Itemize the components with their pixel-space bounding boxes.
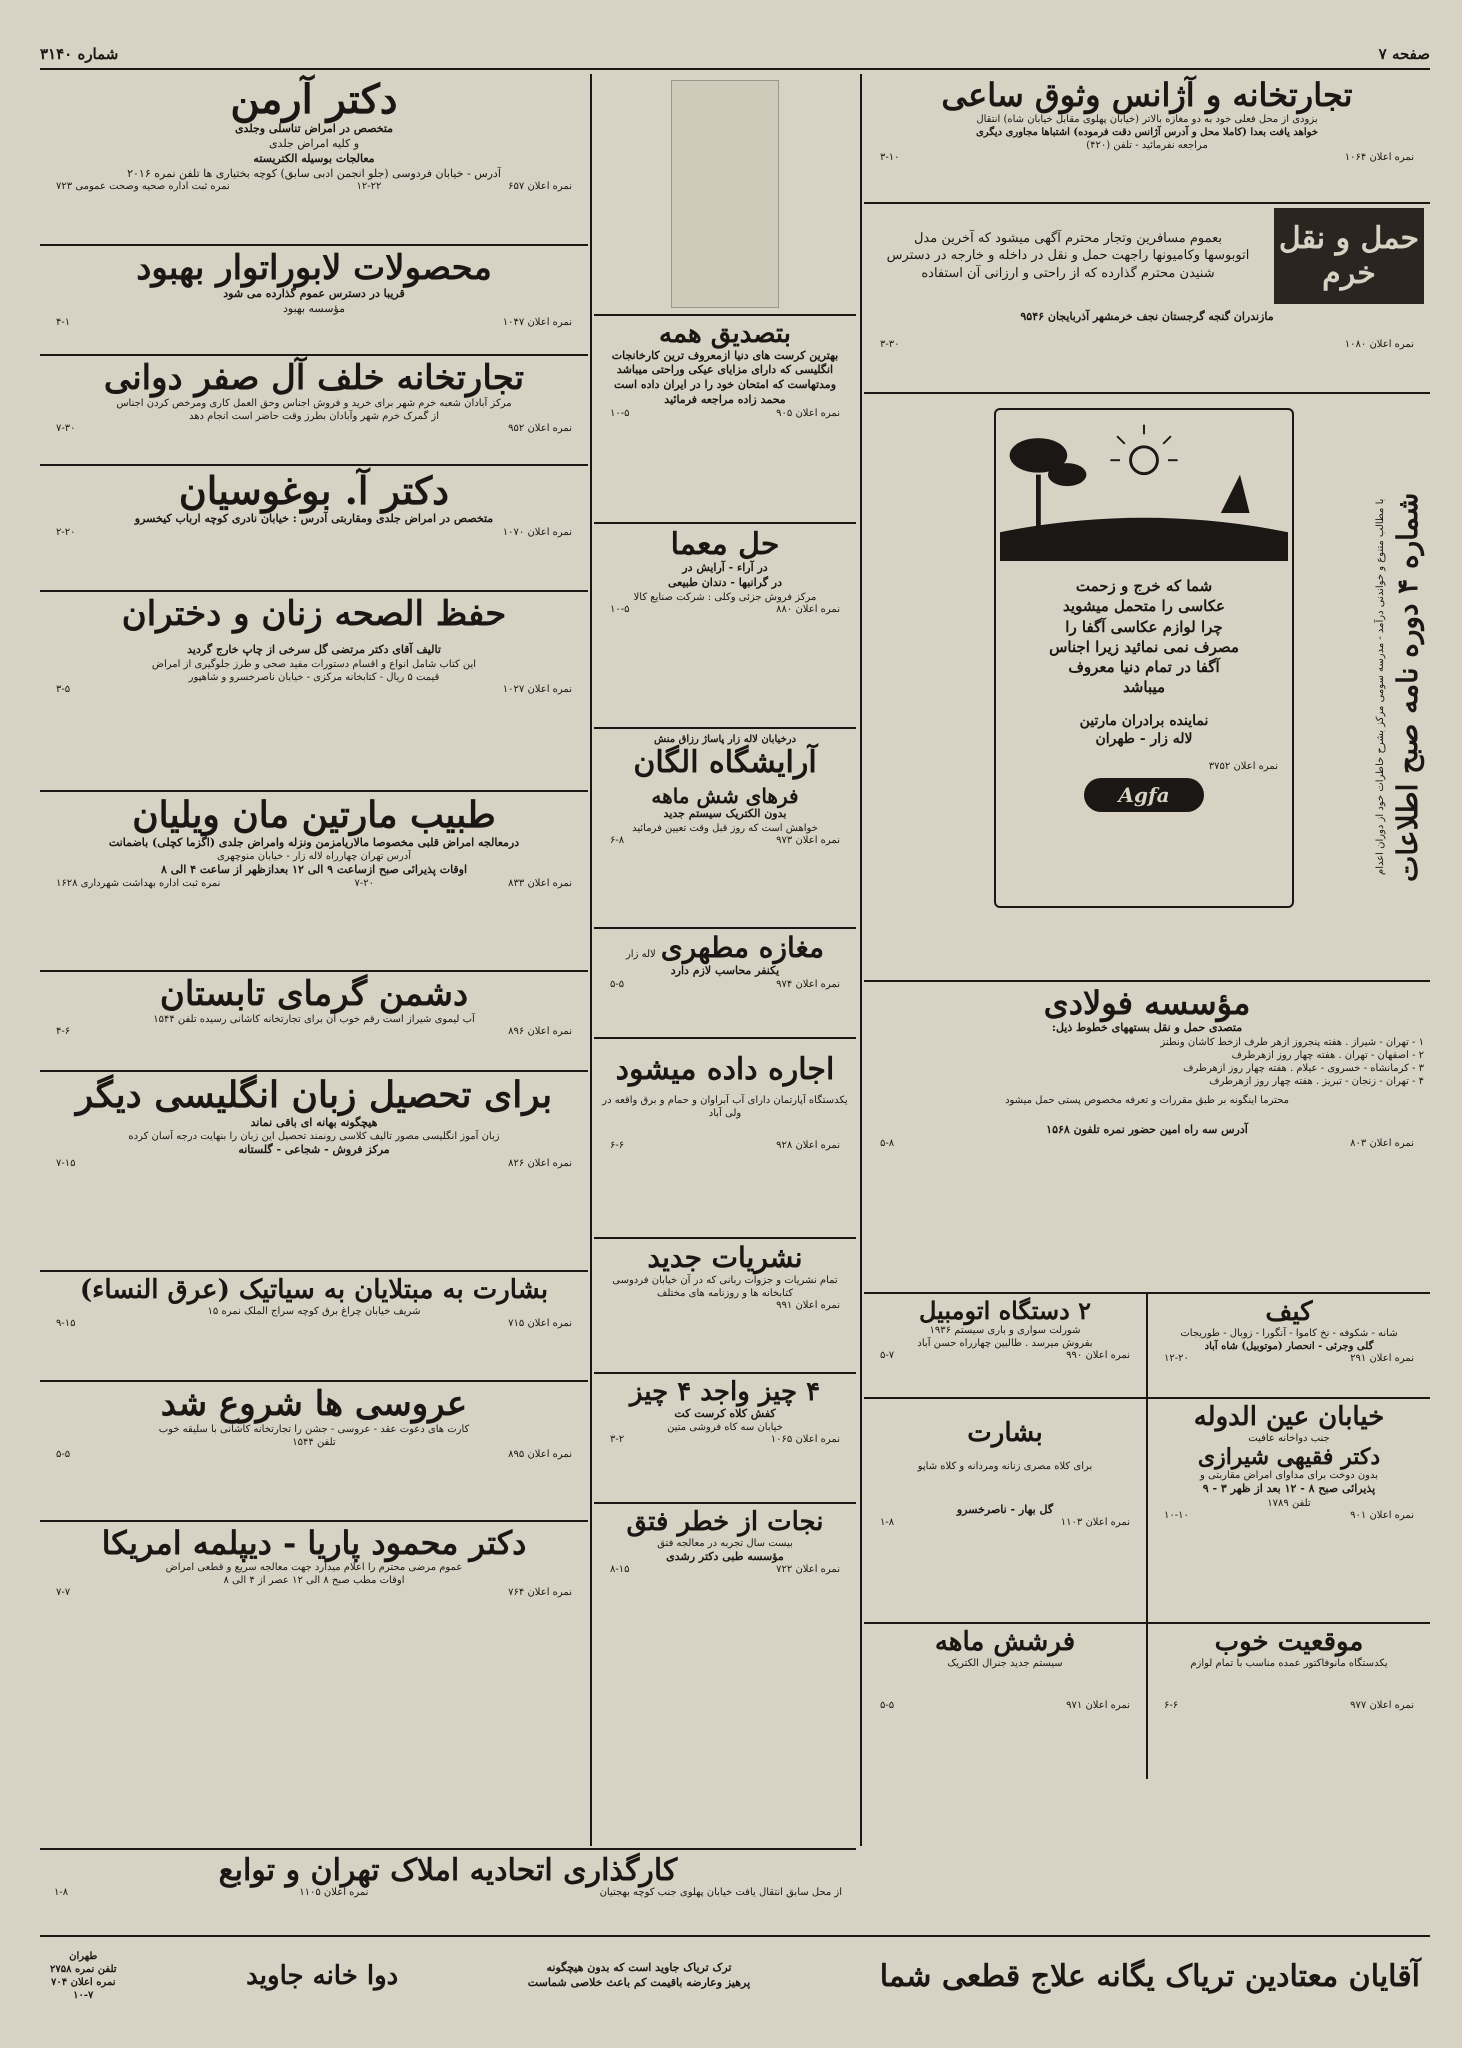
ad-text: آب لیموی شیراز است رقم خوب آن برای تجارتخانه کاشانی رسیده تلفن ۱۵۴۴ xyxy=(153,1014,475,1026)
ad-text: معالجات بوسیله الکتریسته xyxy=(253,151,375,165)
ad-text: قیمت ۵ ریال - کتابخانه مرکزی - خیابان ناصرخسرو و شاهپور xyxy=(188,672,440,684)
ad-text: از گمرک خرم شهر وآبادان بطرز وقت حاضر است انجام دهد xyxy=(188,411,440,423)
ad-tag: لاله زار xyxy=(625,949,656,960)
agfa-line: میباشد xyxy=(1122,678,1166,697)
ad-location: درخیابان لاله زار پاساژ رزاق منش xyxy=(653,734,797,745)
ad-date: ۱۲-۲۰ xyxy=(1164,1352,1189,1364)
ad-date: ۶-۶ xyxy=(1164,1699,1179,1711)
agfa-agent: نماینده برادران مارتین xyxy=(1079,712,1209,729)
ad-text: یکدستگاه مانوفاکتور عمده مناسب با تمام لوازم xyxy=(1190,1657,1388,1669)
column-right xyxy=(864,74,1430,1779)
ad-text: بفروش میرسد . طالبین چهارراه حسن آباد xyxy=(917,1338,1093,1350)
ad-number: نمره اعلان ۱۰۴۷ xyxy=(502,317,572,329)
ad-number: نمره اعلان ۹۹۰ xyxy=(1066,1350,1130,1362)
ad-approval: نمره ثبت اداره صحیه وصحت عمومی ۷۲۳ xyxy=(56,181,230,193)
ad-date: ۱۰-۵ xyxy=(610,407,630,419)
ad-sobh xyxy=(1324,398,1424,976)
ad-besharat xyxy=(864,1399,1148,1622)
ad-number: نمره اعلان ۹۷۳ xyxy=(776,834,840,846)
ad-english xyxy=(40,1072,588,1272)
ad-boghosian xyxy=(40,466,588,592)
ad-motahari xyxy=(594,929,856,1039)
ad-number: نمره اعلان ۸۰۳ xyxy=(1350,1137,1414,1149)
ad-number: نمره اعلان ۹۲۸ xyxy=(776,1140,840,1151)
row-eyn-besharat xyxy=(864,1399,1430,1624)
ad-number: نمره اعلان ۱۰۶۵ xyxy=(770,1434,840,1446)
ad-text: از محل سابق انتقال یافت خیابان پهلوی جنب کوچه بهجتیان xyxy=(599,1887,842,1898)
ad-title: نجات از خطر فتق xyxy=(626,1507,824,1537)
ad-text: بدون دوخت برای مداوای امراض مقاربتی و xyxy=(1199,1469,1379,1481)
ad-date: ۳-۵ xyxy=(56,684,71,696)
ad-number: نمره اعلان ۱۰۲۷ xyxy=(502,684,572,696)
column-left xyxy=(40,74,588,1662)
ad-title: حل معما xyxy=(670,527,780,562)
ad-text: تمام نشریات و جزوات ربانی که در آن خیابان فردوسی کتابخانه ها و روزنامه های مختلف xyxy=(612,1274,838,1299)
ad-text: زبان آموز انگلیسی مصور تالیف کلاسی رونمند تحصیل این زبان را بنهایت درجه آسان کرده xyxy=(128,1131,500,1143)
newspaper-page xyxy=(40,40,1430,2025)
agfa-line: عکاسی را متحمل میشوید xyxy=(1063,597,1225,616)
ad-number: نمره اعلان ۹۹۱ xyxy=(776,1299,840,1311)
row-keif-otomobil xyxy=(864,1294,1430,1399)
ad-number: نمره اعلان ۷۰۴ xyxy=(51,1977,116,1988)
ad-title: کارگذاری اتحادیه املاک تهران و توابع xyxy=(218,1853,678,1888)
ad-title: فرشش ماهه xyxy=(934,1627,1076,1657)
ad-title: نشریات جدید xyxy=(647,1241,803,1274)
ad-text: برای کلاه مصری زنانه ومردانه و کلاه شاپو xyxy=(917,1460,1093,1472)
route-line: ۱ - تهران - شیراز . هفته پنجروز ازهر طرف ازخط کاشان ونطنز xyxy=(1160,1037,1424,1049)
ad-approval: نمره ثبت اداره بهداشت شهرداری ۱۶۲۸ xyxy=(56,878,221,890)
ad-number: نمره اعلان ۹۷۴ xyxy=(776,978,840,990)
ad-saati xyxy=(864,74,1430,204)
ad-number: نمره اعلان ۸۳۳ xyxy=(508,878,572,890)
ad-number: نمره اعلان ۷۱۵ xyxy=(508,1317,572,1329)
ad-aroosi xyxy=(40,1382,588,1522)
ad-armen xyxy=(40,74,588,246)
ad-moamma xyxy=(594,524,856,729)
ad-title: آقایان معتادین تریاک یگانه علاج قطعی شما xyxy=(879,1958,1420,1994)
ad-ejare xyxy=(594,1039,856,1239)
ad-title: موقعیت خوب xyxy=(1214,1627,1364,1657)
ad-phone: تلفن ۱۷۸۹ xyxy=(1267,1497,1311,1509)
ad-sign: گلی وجرئی - انحصار (موتوبیل) شاه آباد xyxy=(1204,1340,1374,1352)
ad-number: نمره اعلان ۹۷۷ xyxy=(1350,1699,1414,1711)
ad-title: ۴ چیز واجد ۴ چیز xyxy=(629,1377,821,1407)
ad-date: ۱-۸ xyxy=(880,1517,895,1529)
ad-text: کارت های دعوت عقد - عروسی - جشن را تجارتخانه کاشانی با سلیقه خوب xyxy=(158,1424,470,1436)
ad-text: با مطالب متنوع و خواندنی درآمد - مدرسه سومی مرکز بشرح خاطرات خود از دوران اعدام xyxy=(1375,498,1386,876)
agfa-line: آگفا در تمام دنیا معروف xyxy=(1068,658,1220,676)
ad-title: دشمن گرمای تابستان xyxy=(159,974,469,1014)
ad-number: نمره اعلان ۹۰۵ xyxy=(776,407,840,419)
ad-date: ۱-۸ xyxy=(54,1887,69,1898)
ad-title: محصولات لابوراتوار بهبود xyxy=(136,248,492,288)
agfa-city: لاله زار - طهران xyxy=(1095,731,1193,748)
ad-date: ۷-۱۵ xyxy=(56,1158,76,1170)
ad-date: ۱۰-۷ xyxy=(73,1990,94,2001)
ad-title: کیف xyxy=(1265,1297,1313,1327)
ad-title: عروسی ها شروع شد xyxy=(160,1384,468,1424)
ad-martin xyxy=(40,792,588,972)
ad-subtitle: جنب دواخانه عافیت xyxy=(1248,1432,1330,1444)
page-number: صفحه ۷ xyxy=(1378,45,1430,63)
ad-title: بشارت به مبتلایان به سیاتیک (عرق النساء) xyxy=(79,1275,549,1305)
ad-date: ۴-۱ xyxy=(56,317,71,329)
ad-mahmood xyxy=(40,1522,588,1662)
ad-title: ۲ دستگاه اتومبیل xyxy=(918,1296,1092,1325)
ad-number: نمره اعلان ۸۹۶ xyxy=(508,1026,572,1038)
ad-address: آدرس - خیابان فردوسی (جلو انجمن ادبی سابق) کوچه بختیاری ها تلفن نمره ۲۰۱۶ xyxy=(127,166,501,180)
ad-text: بیست سال تجربه در معالجه فتق xyxy=(657,1537,793,1549)
ad-text: اتوبوسها وکامیونها راجهت حمل و نقل در داخله و خارجه در دسترس xyxy=(886,248,1250,264)
ad-date: ۸-۱۵ xyxy=(610,1564,630,1576)
ad-title: طبیب مارتین مان ویلیان xyxy=(132,794,496,836)
ad-behbood xyxy=(40,246,588,356)
ad-number: نمره اعلان ۸۲۶ xyxy=(508,1158,572,1170)
ad-city: طهران xyxy=(69,1951,98,1962)
ad-date: ۷-۷ xyxy=(56,1587,71,1599)
ad-text: و کلیه امراض جلدی xyxy=(268,136,360,150)
ad-farsh xyxy=(864,1624,1148,1779)
ad-chiz xyxy=(594,1374,856,1504)
ad-text: تالیف آقای دکتر مرتضی گل سرخی از چاپ خارج گردید xyxy=(187,643,441,657)
ad-text: کفش کلاه کرست کت xyxy=(674,1406,776,1420)
ad-alegan xyxy=(594,729,856,929)
agfa-line: چرا لوازم عکاسی آگفا را xyxy=(1065,617,1223,636)
route-line: ۴ - تهران - زنجان - تبریز . هفته چهار روز ازهرطرف xyxy=(1209,1076,1424,1088)
ad-sign: مؤسسه بهبود xyxy=(282,302,346,316)
ad-number: نمره اعلان ۱۱۰۵ xyxy=(299,1887,369,1898)
ad-number: نمره اعلان ۹۵۲ xyxy=(508,423,572,435)
ad-khorram xyxy=(864,204,1430,394)
ad-title: برای تحصیل زبان انگلیسی دیگر xyxy=(75,1074,553,1116)
ad-subtitle: فرهای شش ماهه xyxy=(651,784,799,808)
ad-title: اجاره داده میشود xyxy=(615,1052,835,1087)
ad-bottom-banner xyxy=(40,1935,1430,2015)
ad-agfa xyxy=(994,408,1294,908)
ad-eyn xyxy=(1148,1399,1430,1622)
ad-subtitle: هیچگونه بهانه ای باقی نماند xyxy=(250,1115,378,1129)
ad-text: پرهیز وعارضه باقیمت کم باعث خلاصی شماست xyxy=(527,1976,751,1989)
ad-phone: تلفن ۱۵۴۴ xyxy=(292,1437,336,1449)
ad-hefz xyxy=(40,592,588,792)
ad-text: در گرانبها - دندان طبیعی xyxy=(668,575,782,589)
ad-number: نمره اعلان ۱۱۰۳ xyxy=(1060,1517,1130,1529)
photo-placeholder xyxy=(671,80,779,308)
ad-garma xyxy=(40,972,588,1072)
ad-text: عموم مرضی محترم را اعلام میدارد جهت معالجه سریع و قطعی امراض xyxy=(165,1562,463,1574)
ad-agfa-and-sobh xyxy=(864,394,1430,982)
route-line: ۳ - کرمانشاه - خسروی - عیلام . هفته چهار روز ازهرطرف xyxy=(1183,1063,1424,1075)
page-header xyxy=(40,40,1430,70)
ad-date: ۱۲-۲۲ xyxy=(356,181,382,193)
ad-sign: خیابان سه کاه فروشی متین xyxy=(667,1422,783,1434)
agfa-line: مصرف نمی نمائید زیرا اجناس xyxy=(1049,637,1239,656)
ad-date: ۴-۶ xyxy=(56,1026,71,1038)
ad-naja xyxy=(594,1504,856,1629)
ad-date: ۲-۲۰ xyxy=(56,526,76,538)
ad-date: ۷-۲۰ xyxy=(354,878,375,890)
ad-safardavani xyxy=(40,356,588,466)
ad-title: حفظ الصحه زنان و دختران xyxy=(121,594,507,634)
ad-title: آرایشگاه الگان xyxy=(633,745,817,780)
ad-text: شریف خیابان چراغ برق کوچه سراج الملک نمره ۱۵ xyxy=(207,1305,421,1317)
ad-date: ۶-۶ xyxy=(610,1140,625,1151)
ad-keif xyxy=(1148,1294,1430,1397)
ad-number: نمره اعلان ۸۸۰ xyxy=(776,603,840,615)
ad-text: خواهش است که روز قبل وقت تعیین فرمائید xyxy=(632,822,818,834)
ad-karguzari xyxy=(40,1848,856,1932)
ad-mogheiat xyxy=(1148,1624,1430,1779)
agfa-line: شما که خرج و زحمت xyxy=(1075,577,1213,595)
ad-text: درمعالجه امراض قلبی مخصوصا مالاریامزمن ونزله وامراض جلدی (اگزما کچلی) باضمانت xyxy=(108,835,520,849)
ad-subtitle: متصدی حمل و نقل بستههای خطوط ذیل: xyxy=(1051,1021,1243,1035)
ad-text: در آراء - آرایش در xyxy=(682,561,768,574)
column-middle xyxy=(594,74,856,1629)
ad-doctor: دکتر فقیهی شیرازی xyxy=(1197,1443,1381,1470)
ad-title: شماره ۴ دوره نامه صبح اطلاعات xyxy=(1391,492,1424,882)
ad-number: نمره اعلان ۷۶۴ xyxy=(508,1587,572,1599)
ad-text: بدون الکتریک سیستم جدید xyxy=(663,807,787,820)
agfa-logo: Agfa xyxy=(1084,778,1204,812)
khorram-logo: حمل و نقل خرم xyxy=(1274,208,1424,304)
ad-text: این کتاب شامل انواع و اقسام دستورات مفید صحی و طرز جلوگیری از امراض xyxy=(151,659,477,671)
ad-date: ۷-۳۰ xyxy=(56,423,76,435)
ad-text: یکدستگاه آپارتمان دارای آب آبراوان و حمام و برق واقعه در ولی آباد xyxy=(602,1095,848,1119)
ad-date: ۵-۷ xyxy=(880,1350,895,1362)
ad-sign: مرکز فروش - شجاعی - گلستانه xyxy=(238,1143,390,1157)
ad-text: متخصص در امراض جلدی ومقاربتی آدرس : خیابان نادری کوچه ارباب کیخسرو xyxy=(134,511,494,525)
ad-text: بهترین کرست های دنیا ازمعروف ترین کارخانجات انگلیسی که دارای مزایای عیکی وراحتی میباشد ومدتهاست که امتحان خود را در ایران داده است xyxy=(611,348,839,392)
ad-subtitle: متخصص در امراض تناسلی وجلدی xyxy=(234,122,394,135)
ad-brand: دوا خانه جاوید xyxy=(246,1961,399,1991)
ad-text: مرکز فروش جزئی وکلی : شرکت صنایع کالا xyxy=(633,591,817,603)
ad-title: دکتر آ. بوغوسیان xyxy=(178,468,450,513)
ad-title: بشارت xyxy=(967,1418,1043,1448)
ad-text: خواهد یافت بعدا (کاملا محل و آدرس آژانس دقت فرموده) اشتباها مجاوری دیگری xyxy=(975,127,1319,139)
ad-sign: گل بهار - ناصرخسرو xyxy=(956,1502,1054,1516)
ad-text: بعموم مسافرین وتجار محترم آگهی میشود که آخرین مدل xyxy=(913,230,1223,246)
route-line: ۲ - اصفهان - تهران . هفته چهار روز ازهرطرف xyxy=(1231,1050,1424,1062)
ad-number: نمره اعلان ۶۵۷ xyxy=(508,181,572,193)
ad-date: ۱۰-۵ xyxy=(610,603,630,615)
ad-sign: محمد زاده مراجعه فرمائید xyxy=(664,393,786,407)
ad-title: تجارتخانه خلف آل صفر دوانی xyxy=(103,358,525,398)
ad-date: ۳-۱۰ xyxy=(880,152,900,164)
ad-text: مراجعه نفرمائید - تلفن (۴۲۰) xyxy=(1086,140,1208,152)
ad-date: ۹-۱۵ xyxy=(56,1317,76,1329)
ad-otomobil xyxy=(864,1294,1148,1397)
ad-text: بزودی از محل فعلی خود به دو مغازه بالاتر (خیابان پهلوی مقابل خیابان شاه) انتقال xyxy=(976,114,1318,126)
ad-number: نمره اعلان ۲۹۱ xyxy=(1350,1352,1414,1364)
ad-number: نمره اعلان ۳۷۵۲ xyxy=(1208,761,1278,773)
ad-phone: تلفن نمره ۲۷۵۸ xyxy=(50,1964,117,1975)
ad-title: خیابان عین الدوله xyxy=(1193,1402,1385,1432)
ad-number: نمره اعلان ۷۲۲ xyxy=(776,1564,840,1576)
ad-date: ۵-۵ xyxy=(610,978,625,990)
ad-hours: اوقات پذیرائی صبح ازساعت ۹ الی ۱۲ بعدازظهر از ساعت ۴ الی ۸ xyxy=(160,863,468,877)
ad-fooladi xyxy=(864,982,1430,1294)
ad-hours: اوقات مطب صبح ۸ الی ۱۲ عصر از ۴ الی ۸ xyxy=(223,1575,405,1587)
ad-date: ۳-۲ xyxy=(610,1434,625,1446)
ad-date: ۵-۸ xyxy=(880,1137,895,1149)
ad-title: مغازه مطهری xyxy=(660,931,825,964)
ad-date: ۵-۵ xyxy=(880,1699,895,1711)
ad-title: مؤسسه فولادی xyxy=(1043,984,1251,1022)
ad-address: آدرس تهران چهارراه لاله زار - خیابان منوچهری xyxy=(216,851,412,863)
ad-text: سیستم جدید جنرال الکتریک xyxy=(947,1657,1063,1669)
beach-illustration xyxy=(1000,414,1288,564)
ad-text: مرکز آبادان شعبه خرم شهر برای خرید و فروش اجناس وحق العمل کاری ومرخص کردن اجناس xyxy=(116,398,512,410)
ad-date: ۵-۵ xyxy=(56,1449,71,1461)
ad-date: ۱۰-۱۰ xyxy=(1164,1509,1189,1521)
ad-text: یکنفر محاسب لازم دارد xyxy=(670,963,780,977)
ad-arghonnesa xyxy=(40,1272,588,1382)
ad-title: دکتر آرمن xyxy=(230,76,398,123)
column-rule xyxy=(860,74,862,1846)
ad-number: نمره اعلان ۱۰۶۴ xyxy=(1344,152,1414,164)
ad-number: نمره اعلان ۸۹۵ xyxy=(508,1449,572,1461)
ad-number: نمره اعلان ۱۰۸۰ xyxy=(1344,338,1414,350)
ad-hours: پذیرائی صبح ۸ - ۱۲ بعد از ظهر ۳ - ۹ xyxy=(1202,1481,1376,1495)
ad-text: شنیدن محترم گذارده که از راحتی و ارزانی آن استفاده xyxy=(921,265,1215,281)
issue-number: شماره ۳۱۴۰ xyxy=(40,45,119,63)
ad-text: مازندران گنجه گرجستان نجف خرمشهر آذربایجان ۹۵۴۶ xyxy=(1020,310,1274,323)
ad-number: نمره اعلان ۹۷۱ xyxy=(1066,1699,1130,1711)
ad-text: شانه - شکوفه - نخ کاموا - آنگورا - زوبال - طوریجات xyxy=(1180,1327,1398,1339)
row-mogheiat-farsh xyxy=(864,1624,1430,1779)
ad-date: ۶-۸ xyxy=(610,834,625,846)
ad-number: نمره اعلان ۱۰۷۰ xyxy=(502,526,572,538)
column-rule xyxy=(590,74,592,1846)
ad-title: دکتر محمود پاریا - دیپلمه امریکا xyxy=(101,1524,527,1562)
ad-text: محترما اینگونه بر طبق مقررات و تعرفه مخصوص پستی حمل میشود xyxy=(1005,1095,1289,1107)
ad-sign: مؤسسه طبی دکتر رشدی xyxy=(666,1549,784,1563)
ad-text: قریبا در دسترس عموم گذارده می شود xyxy=(223,287,405,301)
ad-tasdigh xyxy=(594,314,856,524)
ad-address: آدرس سه راه امین حضور نمره تلفون ۱۵۶۸ xyxy=(1046,1123,1248,1137)
ad-title: تجارتخانه و آژانس وثوق ساعی xyxy=(941,76,1353,114)
ad-text: ترک تریاک جاوید است که بدون هیچگونه xyxy=(546,1961,732,1975)
ad-nashriat xyxy=(594,1239,856,1374)
ad-date: ۳-۳۰ xyxy=(880,338,900,350)
ad-number: نمره اعلان ۹۰۱ xyxy=(1350,1509,1414,1521)
ad-title: بتصدیق همه xyxy=(659,319,791,349)
ad-text: شورلت سواری و باری سیستم ۱۹۳۶ xyxy=(929,1325,1081,1337)
